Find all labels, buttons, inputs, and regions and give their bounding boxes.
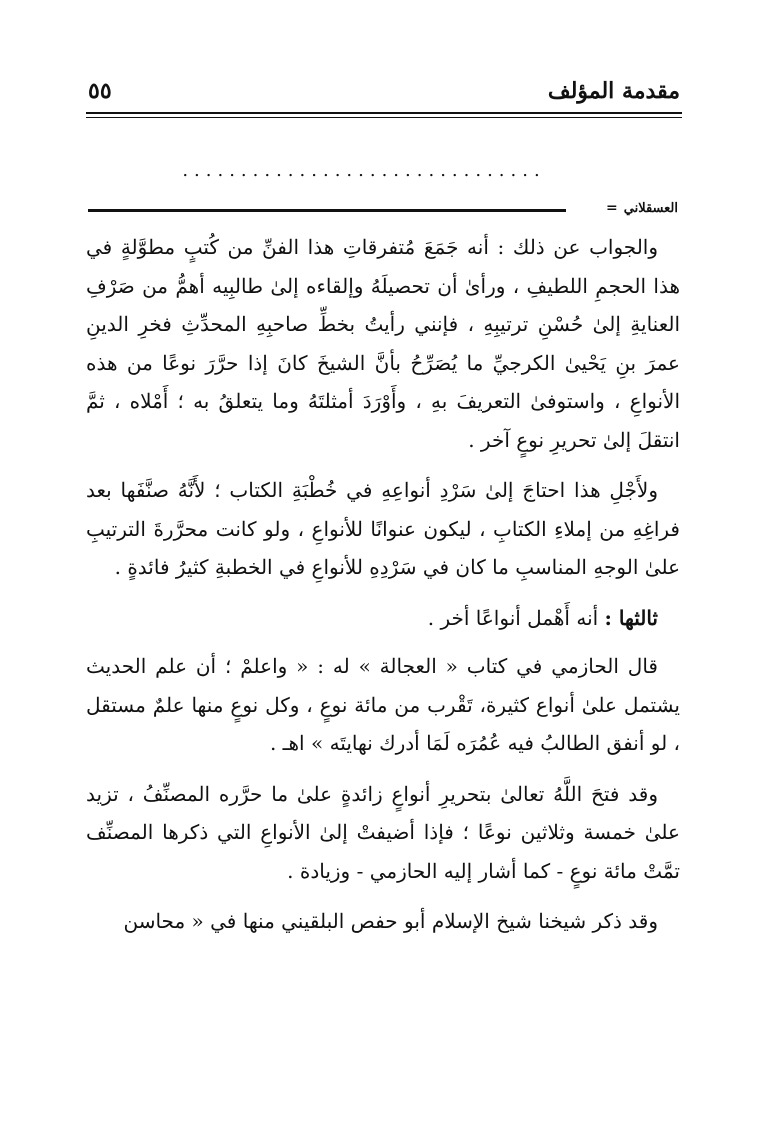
- annotator-marker: =: [606, 200, 618, 216]
- paragraph: ولأَجْلِ هذا احتاجَ إلىٰ سَرْدِ أنواعِهِ في خُطْبَةِ الكتاب ؛ لأَنَّهُ صنَّفَها بعد فراغِهِ من إملاءِ الكتابِ ، ليكون عنوانًا للأنواعِ ، ولو كانت محرَّرةَ الترتيبِ علىٰ الوجهِ المناسبِ ما كان في سَرْدِهِ للأنواعِ في الخطبةِ كثيرُ فائدةٍ .: [86, 478, 680, 579]
- paragraph: وقد فتحَ اللَّهُ تعالىٰ بتحريرِ أنواعٍ زائدةٍ علىٰ ما حرَّره المصنِّفُ ، تزيد علىٰ خمسة وثلاثين نوعًا ؛ فإذا أضيفتْ إلىٰ الأنواعِ التي ذكرها المصنِّف تمَّتْ مائة نوعٍ - كما أشار إليه الحازمي - وزيادة .: [86, 781, 680, 883]
- paragraph: وقد ذكر شيخنا شيخ الإسلام أبو حفص البلقيني منها في « محاسن: [123, 909, 658, 933]
- page-number: ٥٥: [88, 78, 112, 104]
- paragraph: [86, 599, 680, 638]
- paragraph-text: أنه أَهْمل أنواعًا أخر .: [427, 605, 605, 630]
- annotator-label: [606, 200, 678, 216]
- paragraph: قال الحازمي في كتاب « العجالة » له : « واعلمْ ؛ أن علم الحديث يشتمل علىٰ أنواع كثيرة، تَقْرب من مائة نوعٍ ، وكل نوعٍ منها علمٌ مستقل ، لو أنفق الطالبُ فيه عُمُرَه لَمَا أدرك نهايتَه » اهـ .: [86, 654, 680, 755]
- header-rule-thin: [86, 117, 682, 118]
- dotted-separator: ...............................: [182, 160, 546, 180]
- annotator-name: العسقلاني: [623, 200, 678, 216]
- header-rule-thick: [86, 112, 682, 114]
- paragraph-lead: ثالثها :: [604, 605, 658, 630]
- annotator-rule: [88, 209, 566, 212]
- running-head: [88, 74, 680, 108]
- paragraph: والجواب عن ذلك : أنه جَمَعَ مُتفرقاتِ هذا الفنِّ من كُتبٍ مطوَّلةٍ في هذا الحجمِ اللطيفِ ، ورأىٰ أن تحصيلَهُ وإلقاءه إلىٰ طالبِيه أهمُّ من صَرْفِ العنايةِ إلىٰ حُسْنِ ترتيبِهِ ، فإنني رأيتُ بخطِّ صاحبِهِ المحدِّثِ فخرِ الدينِ عمرَ بنِ يَحْيىٰ الكرجيِّ ما يُصَرِّحُ بأنَّ الشيخَ كانَ إذا حرَّرَ نوعًا من هذه الأنواعِ ، واستوفىٰ التعريفَ بهِ ، وأَوْرَدَ أمثلتَهُ وما يتعلقُ به ؛ أَمْلاه ، ثمَّ انتقلَ إلىٰ تحريرِ نوعٍ آخر .: [86, 235, 680, 452]
- body-text: [86, 228, 680, 953]
- section-title: مقدمة المؤلف: [547, 78, 680, 104]
